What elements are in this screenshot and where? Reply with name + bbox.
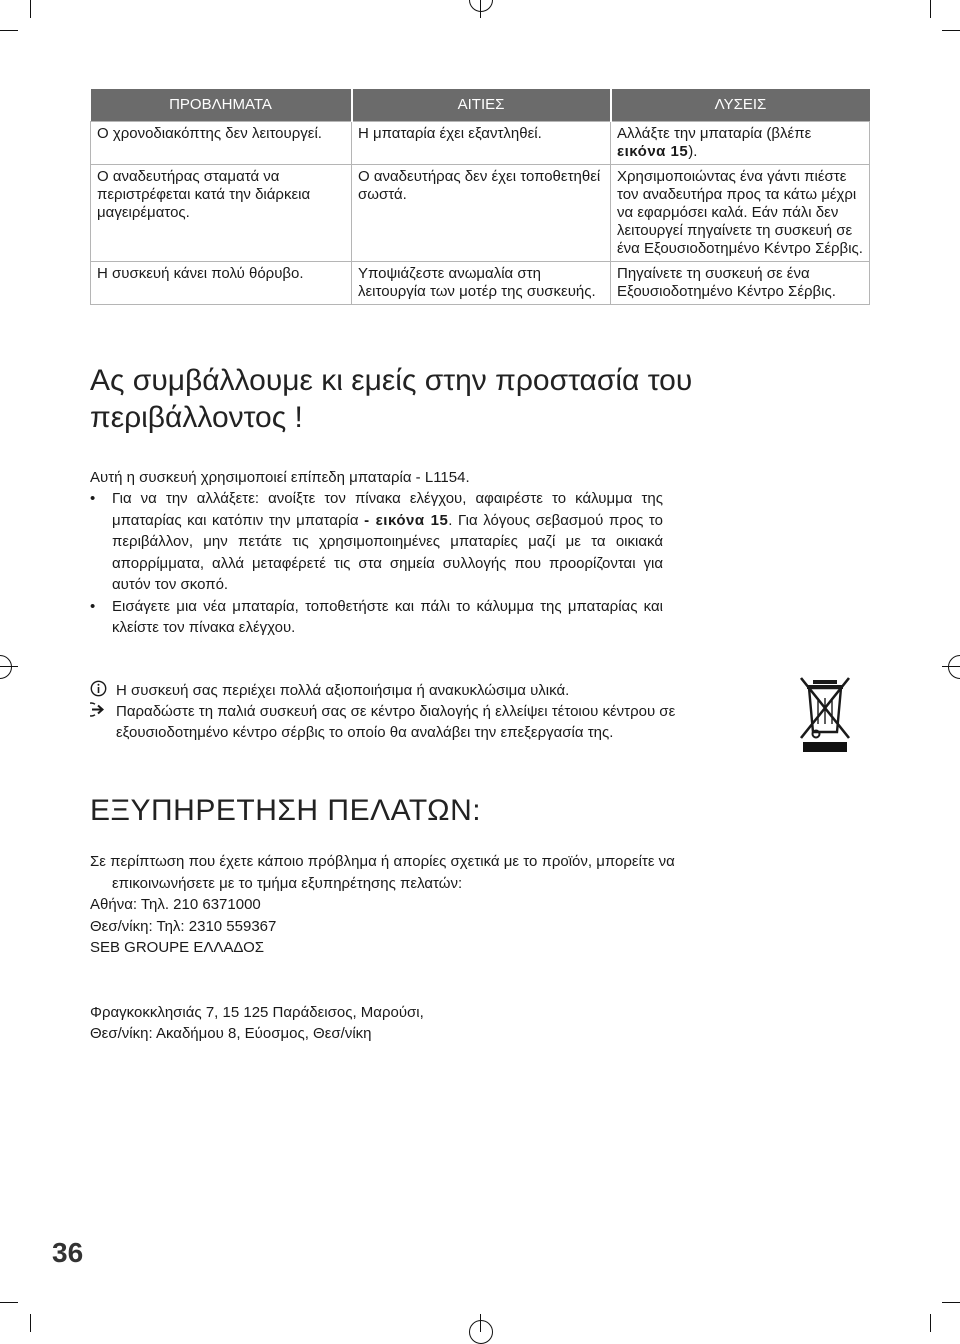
battery-instructions-list	[90, 488, 663, 639]
weee-bin-icon	[797, 674, 853, 754]
table-header-row	[91, 89, 870, 122]
crop-mark-bottom-left	[0, 1302, 18, 1303]
address-thessaloniki: Θεσ/νίκη: Ακαδήμου 8, Εύοσμος, Θεσ/νίκη	[90, 1025, 372, 1042]
header-causes: ΑΙΤΙΕΣ	[352, 89, 611, 122]
battery-intro: Αυτή η συσκευή χρησιμοποιεί επίπεδη μπαταρία - L1154.	[90, 469, 470, 486]
registration-mark-top	[469, 0, 493, 12]
cause-cell: Υποψιάζεστε ανωμαλία στη λειτουργία των μοτέρ της συσκευής.	[352, 262, 611, 305]
bullet-text: Για να την αλλάξετε: ανοίξτε τον πίνακα ελέγχου, αφαιρέστε το κάλυμμα της μπαταρίας και κατόπιν την μπαταρία	[112, 490, 663, 529]
bullet-icon: •	[90, 597, 96, 615]
list-item	[90, 488, 663, 596]
customer-service-heading: ΕΞΥΠΗΡΕΤΗΣΗ ΠΕΛΑΤΩΝ:	[90, 794, 482, 827]
cause-cell: Ο αναδευτήρας δεν έχει τοποθετηθεί σωστά.	[352, 165, 611, 262]
cause-cell: Η μπαταρία έχει εξαντληθεί.	[352, 122, 611, 165]
crop-mark-top-right-v	[930, 0, 931, 18]
table-row	[91, 262, 870, 305]
contact-block	[90, 851, 790, 1045]
crop-mark-top-left-v	[30, 0, 31, 18]
contact-intro-cont: επικοινωνήσετε με το τμήμα εξυπηρέτησης πελατών:	[112, 874, 463, 892]
info-icon	[90, 680, 107, 703]
crop-mark-bottom-right	[942, 1302, 960, 1303]
troubleshooting-table	[90, 89, 870, 305]
crop-mark-bottom-left-v	[30, 1314, 31, 1332]
solution-cell: Χρησιμοποιώντας ένα γάντι πιέστε τον αναδευτήρα προς τα κάτω μέχρι να εφαρμόσει καλά. Εάν πάλι δεν λειτουργεί πηγαίνετε τη συσκευή σε ένα Εξουσιοδοτημένο Κέντρο Σέρβις.	[611, 165, 870, 262]
solution-cell	[611, 122, 870, 165]
table-row	[91, 165, 870, 262]
thessaloniki-phone: Θεσ/νίκη: Τηλ: 2310 559367	[90, 917, 277, 935]
company-name: SEB GROUPE ΕΛΛΑΔΟΣ	[90, 939, 265, 956]
solution-text-end: ).	[688, 143, 698, 160]
figure-reference: - εικόνα 15	[364, 511, 449, 529]
registration-mark-left	[0, 655, 12, 679]
problem-cell: Ο αναδευτήρας σταματά να περιστρέφεται κατά την διάρκεια μαγειρέματος.	[91, 165, 352, 262]
crop-mark-top-right	[942, 30, 960, 31]
table-row	[91, 122, 870, 165]
recycling-info-row	[90, 680, 780, 701]
problem-cell: Η συσκευή κάνει πολύ θόρυβο.	[91, 262, 352, 305]
crop-mark-bottom-right-v	[930, 1314, 931, 1332]
address-athens: Φραγκοκκλησιάς 7, 15 125 Παράδεισος, Μαρούσι,	[90, 1003, 424, 1021]
bullet-text-end: . Για λόγους σεβασμού προς το περιβάλλον, μην πετάτε τις χρησιμοποιημένες μπαταρίες μαζί με τα οικιακά απορρίμματα, αλλά μεταφέρετέ τις στα σημεία συλλογής που προορίζονται για αυτόν τον σκοπό.	[112, 511, 663, 593]
page-number: 36	[52, 1237, 84, 1268]
bullet-text: Εισάγετε μια νέα μπαταρία, τοποθετήστε και πάλι το κάλυμμα της μπαταρίας και κλείστε τον πίνακα ελέγχου.	[112, 597, 663, 636]
registration-mark-bottom	[469, 1320, 493, 1344]
header-problems: ΠΡΟΒΛΗΜΑΤΑ	[91, 89, 352, 122]
list-item	[90, 596, 663, 639]
arrow-right-icon	[90, 701, 107, 724]
recycling-text: Παραδώστε τη παλιά συσκευή σας σε κέντρο διαλογής ή ελλείψει τέτοιου κέντρου σε εξουσιοδοτημένο κέντρο σέρβις το οποίο θα αναλάβει την επεξεργασία της.	[116, 703, 676, 741]
crop-mark-top-left	[0, 30, 18, 31]
contact-intro: Σε περίπτωση που έχετε κάποιο πρόβλημα ή απορίες σχετικά με το προϊόν, μπορείτε να	[90, 853, 675, 870]
athens-phone: Αθήνα: Τηλ. 210 6371000	[90, 896, 261, 913]
problem-cell: Ο χρονοδιακόπτης δεν λειτουργεί.	[91, 122, 352, 165]
header-solutions: ΛΥΣΕΙΣ	[611, 89, 870, 122]
registration-mark-right	[948, 655, 960, 679]
recycling-action-row	[90, 701, 780, 743]
solution-cell: Πηγαίνετε τη συσκευή σε ένα Εξουσιοδοτημένο Κέντρο Σέρβις.	[611, 262, 870, 305]
bullet-icon: •	[90, 490, 96, 507]
solution-text: Αλλάξτε την μπαταρία (βλέπε	[617, 125, 812, 142]
recycling-text: Η συσκευή σας περιέχει πολλά αξιοποιήσιμα ή ανακυκλώσιμα υλικά.	[116, 682, 570, 699]
recycling-notes	[90, 680, 780, 743]
figure-reference: εικόνα 15	[617, 143, 689, 160]
environment-heading: Ας συμβάλλουμε κι εμείς στην προστασία του περιβάλλοντος !	[90, 364, 693, 434]
